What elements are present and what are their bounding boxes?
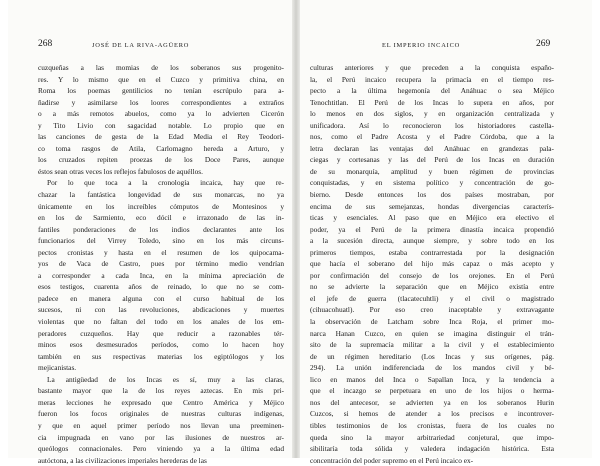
text-line: queólogos connacionales. Pero viniendo ya a la última edad — [38, 444, 284, 454]
text-line: Roma los poemas gentilicios no tenían escrúpulo para a- — [38, 86, 284, 96]
text-line: el jefe de guerra (tlacatecuhtli) y el civil o magistrado — [310, 293, 554, 303]
text-line: poder, ya el Perú de la primera dinastía incaica propendió — [310, 224, 554, 234]
text-line: que hacía el soberano del hijo más capaz o más acepto y — [310, 259, 554, 269]
text-line: cuzqueñas a las momias de los soberanos sus progenito- — [38, 63, 284, 72]
paragraph — [38, 374, 284, 466]
text-line: res. Y lo mismo que en el Cuzco y primitiva china, en — [38, 74, 284, 84]
text-line: y que en aquel primer período nos llevan una preeminen- — [38, 420, 284, 430]
text-line: peradores cuzqueños. Hay que reducir a razonables tér- — [38, 328, 284, 338]
text-line: unificadora. Así lo reconocieron los historiadores castella- — [310, 120, 554, 130]
page-number: 268 — [38, 39, 53, 49]
text-line: o a más remotos abuelos, como ya lo advierten Cicerón — [38, 109, 284, 119]
text-line: la, el Perú incaico recupera la primacía en el tiempo res- — [310, 74, 554, 84]
text-line: chazar la fantástica longevidad de sus monarcas, no ya — [38, 190, 284, 200]
text-line: pecto a la última hegemonía del Anáhuac o sea Méjico — [310, 86, 554, 96]
text-line: fueron los focos originales de nuestras culturas indígenas, — [38, 409, 284, 419]
text-line: encima de sus semejanzas, hondas divergencias caracterís- — [310, 201, 554, 211]
text-line: Por lo que toca a la cronología incaica, hay que re- — [47, 178, 284, 188]
text-line: lo menos en dos siglos, y en organización centralizada y — [310, 109, 554, 119]
body-text — [38, 62, 284, 466]
text-line: la observación de Latcham sobre Inca Roja, el primer mo- — [310, 317, 554, 327]
paragraph — [38, 62, 284, 177]
text-line: cia impugnada en vano por las ilusiones de nuestros ar- — [38, 432, 284, 442]
text-line: que el incazgo se perpetuara en uno de los hijos o herma- — [310, 386, 554, 396]
text-line: lico en manos del Inca o Sapallan Inca, y la tendencia a — [310, 374, 554, 384]
text-line: por confirmación del consejo de los orejones. En el Perú — [310, 270, 554, 280]
text-line: concentración del poder supremo en el Perú incaico ex- — [310, 455, 474, 465]
text-line: violentas que no faltan del todo en los anales de los em- — [38, 317, 284, 327]
text-line: y Tito Livio con sagacidad notable. Lo propio que en — [38, 120, 284, 130]
text-line: nos del antecesor, se advierten ya en los soberanos Hurin — [310, 397, 554, 407]
text-line: minos esos desmesurados períodos, como lo hacen hoy — [38, 340, 284, 350]
right-page — [300, 0, 592, 465]
text-line: las canciones de gesta de la Edad Media el Rey Teodori- — [38, 132, 284, 142]
text-line: 294). La unión indiferenciada de los mandos civil y bé- — [310, 363, 554, 373]
paragraph — [310, 62, 554, 466]
text-line: Tenochtitlan. El Perú de los Incas lo supera en años, por — [310, 97, 554, 107]
left-page — [8, 0, 292, 465]
text-line: no se advierte la separación que en Méjico existía entre — [310, 282, 554, 292]
text-line: ticas y esenciales. Al paso que en Méjico era electivo el — [310, 213, 554, 223]
text-line: también en sus respectivas materias los egiptólogos y los — [38, 351, 284, 361]
text-line: conquistadas, y en sistema político y concentración de go- — [310, 178, 554, 188]
body-text — [310, 62, 554, 466]
text-line: fantiles ponderaciones de los indios declarantes ante los — [38, 224, 284, 234]
running-head: EL IMPERIO INCAICO — [382, 42, 461, 49]
text-line: narca Hanan Cuzco, en quien se imagina distinguir el trán- — [310, 328, 554, 338]
text-line: yos de Vaca de Castro, pues por término medio vendrían — [38, 259, 284, 269]
text-line: éstos sean otras veces los reflejos fabulosos de aquéllos. — [38, 166, 203, 176]
text-line: ñadirse y asimilarse los loores correspondientes a extraños — [38, 97, 284, 107]
text-line: mejicanistas. — [38, 363, 77, 373]
text-line: bierno. Desde entonces los dos países mostraban, por — [310, 190, 554, 200]
text-line: letra declaran las ventajas del Anáhuac en grandezas pala- — [310, 143, 554, 153]
text-line: tibles testimonios de los cronistas, fuera de los cuales no — [310, 420, 554, 430]
text-line: ciegas y cortesanas y las del Perú de los Incas en duración — [310, 155, 554, 165]
text-line: de su monarquía, amplitud y buen régimen de provincias — [310, 166, 554, 176]
text-line: a la sucesión directa, aunque siempre, y sobre todo en los — [310, 236, 554, 246]
text-line: sito de la supremacía militar a la civil y el establecimiento — [310, 340, 554, 350]
page-number: 269 — [536, 39, 551, 49]
text-line: queda sino la mayor arbitrariedad conjetural, que impo- — [310, 432, 554, 442]
text-line: culturas anteriores y que preceden a la conquista españo- — [310, 63, 554, 72]
text-line: esos testigos, cuarenta años de reinado, lo que no se com- — [38, 282, 284, 292]
text-line: funcionarios del Virrey Toledo, sino en los más circuns- — [38, 236, 284, 246]
book-gutter — [292, 0, 300, 458]
text-line: sibilitaría toda sólida y valedera indagación histórica. Esta — [310, 444, 554, 454]
text-line: La antigüedad de los Incas es sí, muy a las claras, — [47, 374, 284, 384]
text-line: co toma rasgos de Atila, Carlomagno hereda a Arturo, y — [38, 143, 284, 153]
text-line: de un régimen hereditario (Los Incas y sus orígenes, pág. — [310, 351, 554, 361]
text-line: a corresponder a cada Inca, en la mínima apreciación de — [38, 270, 284, 280]
text-line: (cihuacohuatl). Por eso creo inaceptable y extravagante — [310, 305, 554, 315]
text-line: los cruzados repiten proezas de los Doce Pares, aunque — [38, 155, 284, 165]
paragraph — [38, 177, 284, 373]
text-line: Cuzcos, si hemos de atender a los precisos e incontrover- — [310, 409, 554, 419]
text-line: meras lecciones he expresado que Centro América y Méjico — [38, 397, 284, 407]
text-line: únicamente en los increíbles cómputos de Montesinos y — [38, 201, 284, 211]
text-line: en los de Sarmiento, eco dócil e irrazonado de las in- — [38, 213, 284, 223]
text-line: pectos cronistas y hasta en el resumen de los quipocama- — [38, 247, 284, 257]
running-head: JOSÉ DE LA RIVA-AGÜERO — [92, 42, 190, 49]
text-line: primeros tiempos, estaba contrarrestada por la designación — [310, 247, 554, 257]
text-line: autóctona, a las civilizaciones imperiales herederas de las — [38, 455, 207, 465]
text-line: nos, como el Padre Acosta y el Padre Córdoba, que a la — [310, 132, 554, 142]
text-line: bastante mayor que la de los reyes aztecas. En mis pri- — [38, 386, 284, 396]
text-line: sucesos, ni con las revoluciones, abdicaciones y muertes — [38, 305, 284, 315]
text-line: padece en manera alguna con el curso habitual de los — [38, 293, 284, 303]
